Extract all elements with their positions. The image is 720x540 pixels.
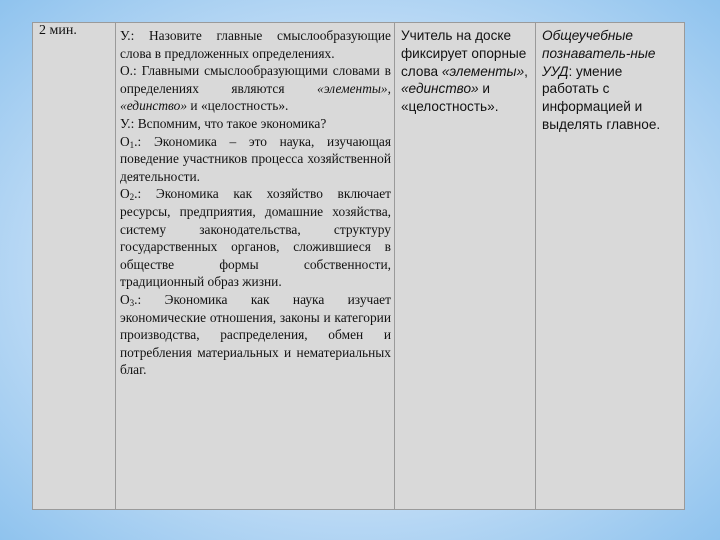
separator: , (524, 63, 528, 79)
speaker-colon: .: (134, 133, 142, 149)
utterance: Вспомним, что такое экономика? (137, 115, 327, 131)
conjunction: и (482, 81, 490, 97)
table-row (33, 23, 685, 510)
uud-title: Общеучебные познаватель-ные УУД (542, 28, 656, 79)
utterance: Экономика – это наука, изучающая поведение участников процесса хозяйственной деятельности. (120, 133, 391, 184)
uud-description: : умение работать с информацией и выделять главное. (542, 63, 661, 132)
speaker-colon: .: (134, 186, 142, 202)
utterance: Главными смыслообразующими словами в определениях являются (120, 63, 391, 96)
speaker-label: О (120, 186, 130, 202)
board-text (395, 23, 535, 116)
uud-cell (536, 23, 685, 510)
speaker-label: О (120, 133, 130, 149)
time-cell (33, 23, 116, 510)
lesson-table (32, 22, 685, 510)
conjunction: и (190, 98, 198, 114)
student-answer-4 (120, 291, 391, 379)
key-word: «элементы» (441, 63, 525, 79)
teacher-question-1 (120, 27, 391, 62)
key-word: «целостность». (401, 99, 499, 115)
utterance: Экономика как хозяйство включает ресурсы, предприятия, домашние хозяйства, систему законодательства, структуру государственных органов, сложившиеся в обществе формы собственности, традиционный образ жизни. (120, 186, 391, 290)
student-answer-2 (120, 133, 391, 186)
dialog-text (116, 23, 394, 379)
speaker-label: У.: (120, 115, 135, 131)
time-value: 2 мин. (39, 23, 77, 38)
board-note: Учитель на доске фиксирует опорные слова (401, 28, 527, 79)
key-word: «элементы» (317, 80, 388, 96)
speaker-label: О.: (120, 63, 137, 79)
dialog-cell (116, 23, 395, 510)
utterance: Назовите главные смыслообразующие слова в предложенных определениях. (120, 28, 391, 61)
key-word: «целостность». (200, 98, 289, 114)
teacher-question-2 (120, 115, 391, 133)
board-cell (395, 23, 536, 510)
speaker-index: 2 (129, 192, 135, 203)
speaker-colon: .: (134, 291, 142, 307)
key-word: «единство» (120, 98, 188, 114)
separator: , (387, 80, 391, 96)
speaker-index: 3 (129, 297, 135, 308)
utterance: Экономика как наука изучает экономические отношения, законы и категории производства, распределения, обмен и потребления материальных и нематериальных благ. (120, 291, 391, 378)
speaker-index: 1 (129, 139, 135, 150)
speaker-label: О (120, 291, 130, 307)
speaker-label: У.: (120, 28, 135, 43)
uud-text (536, 23, 684, 134)
student-answer-3 (120, 185, 391, 291)
student-answer-1 (120, 62, 391, 115)
key-word: «единство» (401, 81, 479, 97)
